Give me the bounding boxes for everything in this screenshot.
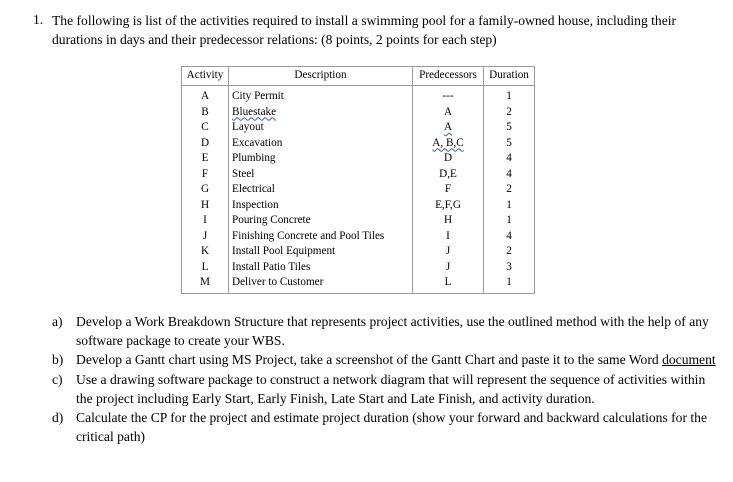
predecessors-cell: F xyxy=(413,182,484,198)
description-cell: Finishing Concrete and Pool Tiles xyxy=(229,229,413,245)
table-row xyxy=(182,105,535,121)
sub-question-label: d) xyxy=(52,410,64,426)
sub-question-a xyxy=(52,312,722,350)
sub-questions xyxy=(52,312,722,446)
header-description: Description xyxy=(229,67,413,86)
description-cell: Install Patio Tiles xyxy=(229,260,413,276)
sub-question-text xyxy=(76,350,722,369)
description-cell: Electrical xyxy=(229,182,413,198)
description-cell: Plumbing xyxy=(229,151,413,167)
sub-question-label: c) xyxy=(52,371,63,387)
description-cell: Inspection xyxy=(229,198,413,214)
activity-cell: G xyxy=(182,182,229,198)
activity-cell: A xyxy=(182,86,229,105)
activities-table xyxy=(181,66,535,294)
predecessors-cell xyxy=(413,136,484,152)
activity-cell: M xyxy=(182,275,229,293)
sub-question-d xyxy=(52,408,722,446)
activity-cell: H xyxy=(182,198,229,214)
description-cell: Layout xyxy=(229,120,413,136)
description-cell: Pouring Concrete xyxy=(229,213,413,229)
spellcheck-marked-text: Bluestake xyxy=(232,105,277,118)
predecessors-cell: L xyxy=(413,275,484,293)
sub-question-label: b) xyxy=(52,352,64,368)
duration-cell: 5 xyxy=(484,136,535,152)
sub-question-text: Calculate the CP for the project and estimate project duration (show your forward and backward calculations for the critical path) xyxy=(76,410,708,445)
predecessors-cell: I xyxy=(413,229,484,245)
activity-cell: D xyxy=(182,136,229,152)
table-row xyxy=(182,229,535,245)
description-cell: Steel xyxy=(229,167,413,183)
question-number: 1. xyxy=(33,12,44,27)
predecessors-cell: E,F,G xyxy=(413,198,484,214)
question-text: The following is list of the activities required to install a swimming pool for a family-owned house, including their durations in days and their predecessor relations: (8 points, 2 points for each step) xyxy=(52,13,677,47)
predecessors-cell: J xyxy=(413,260,484,276)
activity-cell: B xyxy=(182,105,229,121)
description-cell: Deliver to Customer xyxy=(229,275,413,293)
description-cell: Install Pool Equipment xyxy=(229,244,413,260)
table-row xyxy=(182,136,535,152)
underlined-word: document xyxy=(662,352,716,368)
duration-cell: 1 xyxy=(484,86,535,105)
sub-question-c xyxy=(52,370,722,408)
activity-cell: C xyxy=(182,120,229,136)
duration-cell: 1 xyxy=(484,275,535,293)
predecessors-cell: H xyxy=(413,213,484,229)
header-duration: Duration xyxy=(484,67,535,86)
table-row xyxy=(182,182,535,198)
duration-cell: 5 xyxy=(484,120,535,136)
spellcheck-marked-text: A xyxy=(443,121,453,133)
sub-question-b xyxy=(52,350,722,369)
activity-cell: I xyxy=(182,213,229,229)
header-predecessors: Predecessors xyxy=(413,67,484,86)
table-row xyxy=(182,151,535,167)
table-header-row xyxy=(182,67,535,86)
sub-question-text-main: Develop a Gantt chart using MS Project, take a screenshot of the Gantt Chart and paste it to the same Word xyxy=(76,352,659,368)
predecessors-cell: D,E xyxy=(413,167,484,183)
description-cell xyxy=(229,105,413,121)
spellcheck-marked-text: A, B,C xyxy=(432,136,464,149)
duration-cell: 4 xyxy=(484,167,535,183)
predecessors-cell: J xyxy=(413,244,484,260)
duration-cell: 2 xyxy=(484,105,535,121)
duration-cell: 4 xyxy=(484,229,535,245)
duration-cell: 1 xyxy=(484,213,535,229)
sub-question-text: Use a drawing software package to construct a network diagram that will represent the sequence of activities within the project including Early Start, Early Finish, Late Start and Late Finish, and activity duration. xyxy=(76,371,706,406)
activity-cell: J xyxy=(182,229,229,245)
predecessors-cell xyxy=(413,120,484,136)
sub-question-text: Develop a Work Breakdown Structure that represents project activities, use the outlined method with the help of any software package to create your WBS. xyxy=(76,314,709,349)
table-row xyxy=(182,198,535,214)
table-row xyxy=(182,86,535,105)
predecessors-cell: A xyxy=(413,105,484,121)
predecessors-cell: D xyxy=(413,151,484,167)
table-row xyxy=(182,120,535,136)
duration-cell: 3 xyxy=(484,260,535,276)
table-row xyxy=(182,244,535,260)
table-row xyxy=(182,213,535,229)
sub-question-label: a) xyxy=(52,314,63,329)
table-row xyxy=(182,167,535,183)
activity-cell: E xyxy=(182,151,229,167)
table-row xyxy=(182,275,535,293)
header-activity: Activity xyxy=(182,67,229,86)
duration-cell: 2 xyxy=(484,182,535,198)
description-cell: City Permit xyxy=(229,86,413,105)
table-row xyxy=(182,260,535,276)
activity-cell: K xyxy=(182,244,229,260)
predecessors-cell: --- xyxy=(413,86,484,105)
activity-cell: F xyxy=(182,167,229,183)
activity-cell: L xyxy=(182,260,229,276)
duration-cell: 4 xyxy=(484,151,535,167)
description-cell: Excavation xyxy=(229,136,413,152)
duration-cell: 1 xyxy=(484,198,535,214)
duration-cell: 2 xyxy=(484,244,535,260)
